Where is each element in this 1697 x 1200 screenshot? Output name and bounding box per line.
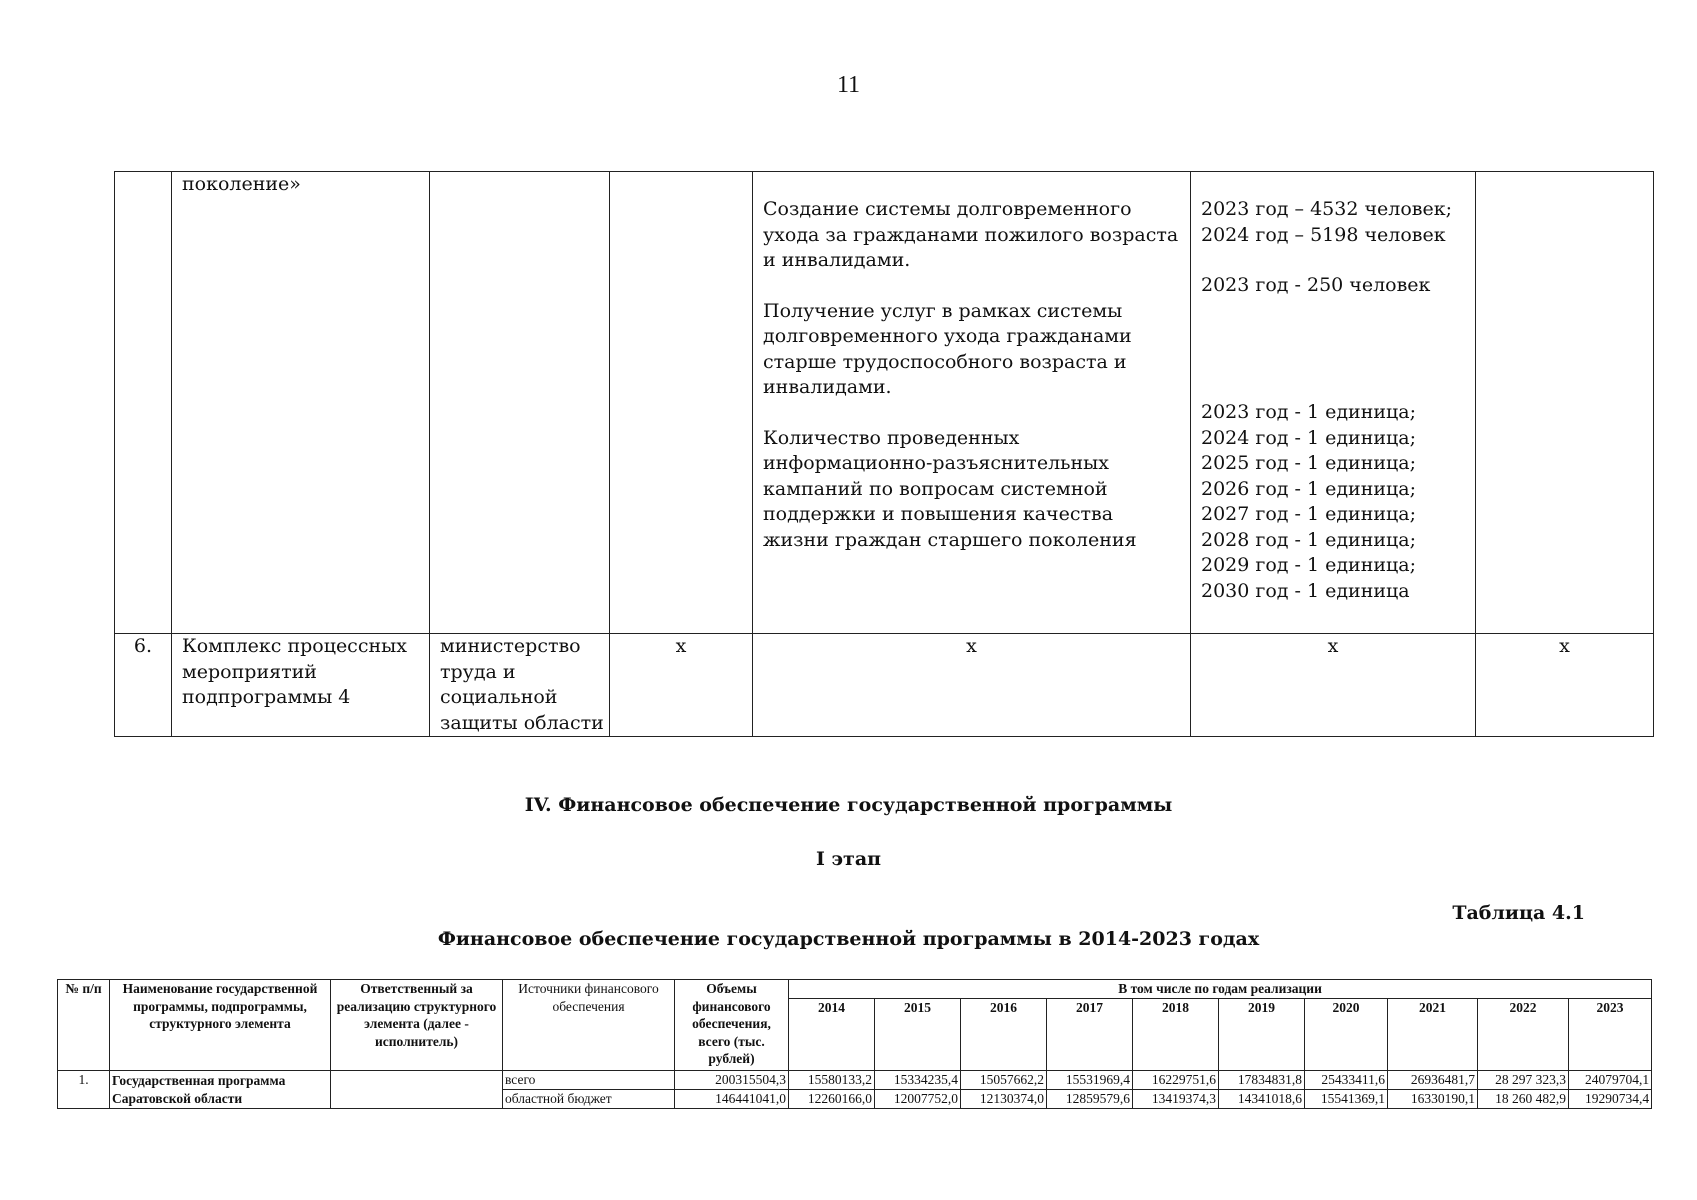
table-row <box>115 634 1654 737</box>
row-value: 12007752,0 <box>875 1090 961 1109</box>
row-value: 14341018,6 <box>1219 1090 1305 1109</box>
indicator-values <box>1201 273 1465 400</box>
value-line: 2023 год – 4532 человек; <box>1201 198 1452 220</box>
row-value: 28 297 323,3 <box>1478 1071 1569 1090</box>
header-year: 2016 <box>961 999 1047 1071</box>
row-name: Государственная программа <box>110 1071 331 1090</box>
row-cell-x: х <box>1191 634 1476 737</box>
value-line: 2030 год - 1 единица <box>1201 579 1410 602</box>
header-year: 2017 <box>1047 999 1133 1071</box>
row-value: 24079704,1 <box>1569 1071 1652 1090</box>
row-total: 146441041,0 <box>675 1090 789 1109</box>
row-value: 25433411,6 <box>1305 1071 1388 1090</box>
row-value: 16229751,6 <box>1133 1071 1219 1090</box>
row-value: 26936481,7 <box>1388 1071 1478 1090</box>
header-volume: Объемы финансового обеспечения, всего (тыс. рублей) <box>675 980 789 1071</box>
table-row <box>115 172 1654 634</box>
table-header-row <box>58 980 1652 999</box>
row-value: 15334235,4 <box>875 1071 961 1090</box>
row-cell-x: х <box>610 634 753 737</box>
value-line: 2026 год - 1 единица; <box>1201 477 1416 500</box>
objectives-table-continuation <box>114 171 1654 737</box>
header-year: 2021 <box>1388 999 1478 1071</box>
value-line: 2025 год - 1 единица; <box>1201 452 1416 474</box>
indicators-cell <box>753 172 1191 634</box>
table-row <box>58 1090 1652 1109</box>
header-year: 2014 <box>789 999 875 1071</box>
value-line: 2024 год – 5198 человек <box>1201 223 1446 246</box>
row-value: 12859579,6 <box>1047 1090 1133 1109</box>
indicator-text: Создание системы долговременного ухода за гражданами пожилого возраста и инвалидами. <box>763 198 1179 271</box>
page-number: 11 <box>836 72 861 98</box>
row-total: 200315504,3 <box>675 1071 789 1090</box>
header-year: 2015 <box>875 999 961 1071</box>
indicator-text: Количество проведенных информационно-разъяснительных кампаний по вопросам системной поддержки и повышения качества жизни граждан старшего поколения <box>763 426 1137 551</box>
header-year: 2022 <box>1478 999 1569 1071</box>
row-name: Саратовской области <box>110 1090 331 1109</box>
value-line: 2027 год - 1 единица; <box>1201 503 1416 525</box>
row-number: 6. <box>115 634 172 737</box>
section-title: IV. Финансовое обеспечение государственной программы <box>524 794 1173 816</box>
row-source: областной бюджет <box>503 1090 675 1109</box>
header-year: 2019 <box>1219 999 1305 1071</box>
row-value: 15531969,4 <box>1047 1071 1133 1090</box>
row-value: 18 260 482,9 <box>1478 1090 1569 1109</box>
row-number: 1. <box>58 1071 110 1109</box>
row-cell-x: х <box>753 634 1191 737</box>
value-line: 2023 год - 1 единица; <box>1201 401 1416 423</box>
value-line: 2029 год - 1 единица; <box>1201 554 1416 576</box>
row-name: Комплекс процессных мероприятий подпрограммы 4 <box>172 634 430 737</box>
values-cell <box>1191 172 1476 634</box>
header-year: 2018 <box>1133 999 1219 1071</box>
table-number: Таблица 4.1 <box>1452 902 1585 924</box>
row-executor: министерство труда и социальной защиты области <box>430 634 610 737</box>
indicator-text: Получение услуг в рамках системы долговременного ухода гражданами старше трудоспособного возраста и инвалидами. <box>763 299 1132 398</box>
row-name-tail: поколение» <box>172 172 430 634</box>
row-source: всего <box>503 1071 675 1090</box>
row-value: 15580133,2 <box>789 1071 875 1090</box>
header-responsible: Ответственный за реализацию структурного элемента (далее - исполнитель) <box>331 980 503 1071</box>
finance-table <box>57 979 1652 1109</box>
row-value: 16330190,1 <box>1388 1090 1478 1109</box>
row-value: 12260166,0 <box>789 1090 875 1109</box>
table-row <box>58 1071 1652 1090</box>
row-responsible <box>331 1071 503 1109</box>
header-name: Наименование государственной программы, подпрограммы, структурного элемента <box>110 980 331 1071</box>
header-sources: Источники финансового обеспечения <box>503 980 675 1071</box>
header-year: 2020 <box>1305 999 1388 1071</box>
row-value: 15541369,1 <box>1305 1090 1388 1109</box>
row-value: 19290734,4 <box>1569 1090 1652 1109</box>
value-line: 2024 год - 1 единица; <box>1201 426 1416 449</box>
row-value: 12130374,0 <box>961 1090 1047 1109</box>
header-num: № п/п <box>58 980 110 1071</box>
table-title: Финансовое обеспечение государственной программы в 2014-2023 годах <box>437 928 1260 950</box>
row-value: 13419374,3 <box>1133 1090 1219 1109</box>
stage-title: I этап <box>815 848 882 870</box>
indicator-values <box>1201 197 1465 273</box>
indicator-values <box>1201 400 1465 604</box>
row-value: 15057662,2 <box>961 1071 1047 1090</box>
header-by-years: В том числе по годам реализации <box>789 980 1652 999</box>
header-year: 2023 <box>1569 999 1652 1071</box>
value-line: 2023 год - 250 человек <box>1201 274 1431 296</box>
value-line: 2028 год - 1 единица; <box>1201 528 1416 551</box>
row-value: 17834831,8 <box>1219 1071 1305 1090</box>
row-cell-x: х <box>1476 634 1654 737</box>
